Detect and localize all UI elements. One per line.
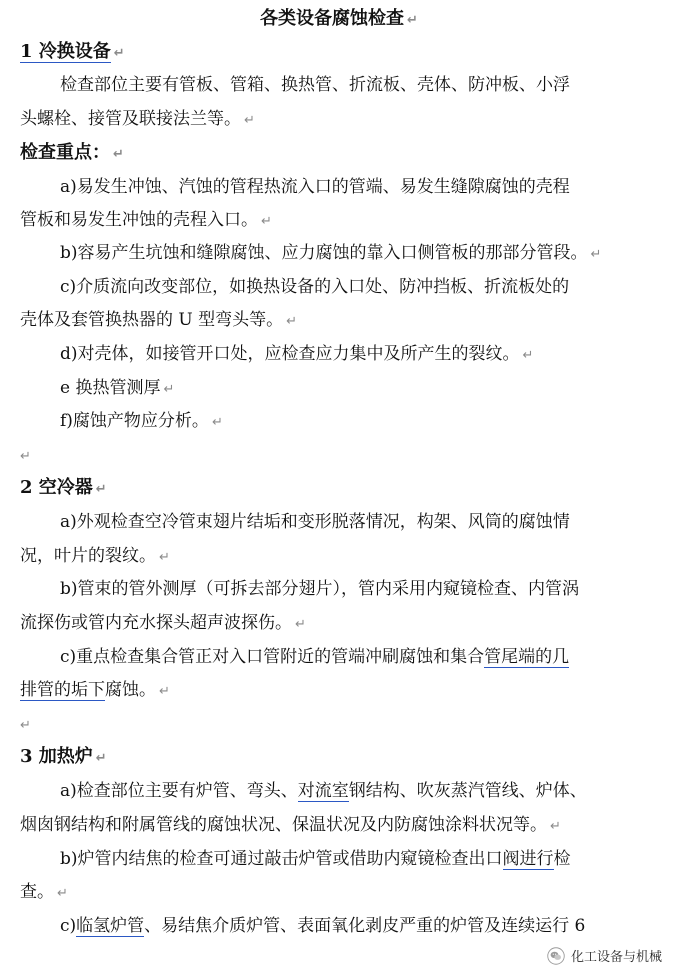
paragraph-line: [20, 679, 678, 703]
paragraph-mark: ↵: [550, 819, 561, 834]
paragraph-mark: ↵: [113, 46, 125, 61]
paragraph-line: [20, 881, 678, 905]
text-run: b)容易产生坑蚀和缝隙腐蚀、应力腐蚀的靠入口侧管板的那部分管段。: [60, 243, 588, 263]
watermark-text: 化工设备与机械: [570, 950, 662, 965]
text-run: 管板和易发生冲蚀的壳程入口。: [20, 210, 258, 230]
text-run: d)对壳体，如接管开口处，应检查应力集中及所产生的裂纹。: [60, 344, 520, 364]
focus-label: [20, 142, 678, 166]
paragraph-mark: ↵: [261, 214, 272, 229]
paragraph-line: [20, 545, 678, 569]
text-run: a)检查部位主要有炉管、弯头、: [60, 781, 298, 801]
underlined-text: 阀进行: [502, 849, 554, 869]
empty-paragraph: [20, 713, 678, 737]
underlined-text: 管尾端的几: [484, 647, 570, 667]
text-run: 2 空冷器: [20, 477, 93, 498]
paragraph-mark: ↵: [113, 147, 124, 162]
paragraph-line: [60, 511, 678, 533]
text-run: 壳体及套管换热器的 U 型弯头等。: [20, 310, 284, 330]
paragraph-line: [60, 780, 678, 802]
text-run: a)易发生冲蚀、汽蚀的管程热流入口的管端、易发生缝隙腐蚀的壳程: [60, 177, 570, 197]
paragraph-line: [60, 242, 678, 266]
text-run: 况，叶片的裂纹。: [20, 546, 156, 566]
paragraph-mark: ↵: [295, 617, 306, 632]
text-run: 、易结焦介质炉管、表面氧化剥皮严重的炉管及连续运行 6: [144, 916, 586, 936]
paragraph-mark: ↵: [286, 314, 298, 329]
paragraph-mark: ↵: [57, 886, 68, 901]
section-heading-2: [20, 477, 678, 501]
paragraph-mark: ↵: [95, 482, 107, 497]
text-run: 查。: [20, 882, 54, 902]
text-run: 3 加热炉: [20, 746, 93, 767]
text-run: 各类设备腐蚀检查: [260, 8, 405, 29]
paragraph-mark: ↵: [407, 13, 418, 28]
section-heading-3: [20, 746, 678, 770]
paragraph-mark: ↵: [211, 415, 223, 430]
text-run: b)管束的管外测厚（可拆去部分翅片），管内采用内窥镜检查、内管涡: [60, 579, 580, 599]
paragraph-line: [60, 646, 678, 668]
text-run: c)介质流向改变部位，如换热设备的入口处、防冲挡板、折流板处的: [60, 277, 570, 297]
text-run: 检: [553, 849, 571, 869]
paragraph-line: [20, 309, 678, 333]
paragraph-mark: ↵: [95, 751, 107, 766]
text-run: 检查部位主要有管板、管箱、换热管、折流板、壳体、防冲板、小浮: [60, 75, 570, 95]
paragraph-line: [20, 612, 678, 636]
page-title: [0, 8, 678, 32]
paragraph-mark: ↵: [163, 382, 175, 397]
text-run: b)炉管内结焦的检查可通过敲击炉管或借助内窥镜检查出口: [60, 849, 503, 869]
paragraph-line: [20, 108, 678, 132]
text-run: a)外观检查空冷管束翅片结垢和变形脱落情况，构架、风筒的腐蚀情: [60, 512, 570, 532]
text-run: 腐蚀。: [105, 680, 156, 700]
paragraph-line: [60, 176, 678, 198]
underlined-text: 对流室: [297, 781, 349, 801]
text-run: 流探伤或管内充水探头超声波探伤。: [20, 613, 292, 633]
wechat-icon: [547, 947, 565, 965]
paragraph-line: [60, 915, 678, 937]
paragraph-mark: ↵: [159, 684, 170, 699]
paragraph-mark: ↵: [590, 247, 602, 262]
section-heading-1: [20, 41, 678, 65]
text-run: c): [60, 916, 77, 936]
paragraph-line: [20, 209, 678, 233]
paragraph-line: [60, 377, 678, 401]
paragraph-line: [60, 74, 678, 96]
underlined-text: 排管的垢下: [20, 680, 105, 700]
watermark: [547, 946, 662, 965]
paragraph-mark: ↵: [159, 550, 170, 565]
paragraph-mark: ↵: [20, 449, 31, 464]
text-run: 钢结构、吹灰蒸汽管线、炉体、: [348, 781, 587, 801]
paragraph-mark: ↵: [20, 718, 31, 733]
paragraph-line: [60, 848, 678, 870]
text-run: 头螺栓、接管及联接法兰等。: [20, 109, 241, 129]
text-run: f)腐蚀产物应分析。: [60, 411, 209, 431]
paragraph-mark: ↵: [522, 348, 534, 363]
paragraph-mark: ↵: [244, 113, 255, 128]
paragraph-line: [20, 814, 678, 838]
underlined-text: 1 冷换设备: [20, 41, 111, 62]
paragraph-line: [60, 410, 678, 434]
paragraph-line: [60, 343, 678, 367]
paragraph-line: [60, 276, 678, 298]
paragraph-line: [60, 578, 678, 600]
text-run: 烟囱钢结构和附属管线的腐蚀状况、保温状况及内防腐蚀涂料状况等。: [20, 815, 547, 835]
text-run: c)重点检查集合管正对入口管附近的管端冲刷腐蚀和集合: [60, 647, 485, 667]
underlined-text: 临氢炉管: [76, 916, 145, 936]
text-run: 检查重点：: [20, 142, 110, 163]
text-run: e 换热管测厚: [60, 378, 161, 398]
empty-paragraph: [20, 444, 678, 468]
